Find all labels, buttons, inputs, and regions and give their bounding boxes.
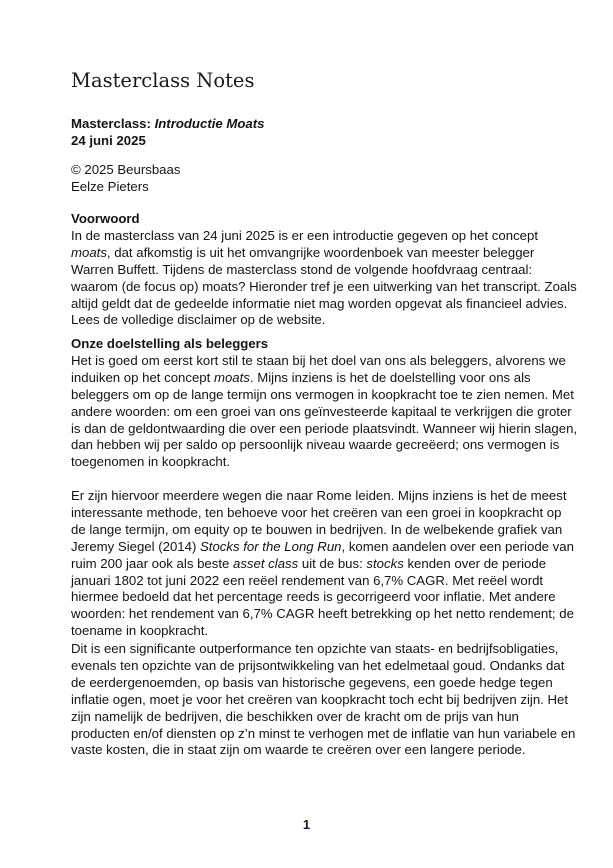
emphasis-stocks: stocks	[366, 555, 404, 571]
section-heading: Voorwoord	[71, 211, 140, 226]
paragraph-line: is dan de geldontwaarding die over een periode plaatsvindt. Wanneer wij hierin slagen,	[71, 420, 578, 436]
line-text: induiken op het concept	[71, 369, 214, 385]
page-number: 1	[302, 817, 311, 832]
credits	[71, 162, 180, 196]
paragraph-line: In de masterclass van 24 juni 2025 is er een introductie gegeven op het concept	[71, 227, 538, 243]
paragraph-line: toename in koopkracht.	[71, 623, 209, 639]
paragraph-line	[71, 539, 574, 556]
line-text: kenden over de periode	[403, 555, 547, 571]
paragraph-line	[71, 245, 577, 262]
author-name: Eelze Pieters	[71, 178, 149, 194]
subtitle-topic: Introductie Moats	[154, 116, 265, 131]
paragraph-line: zijn namelijk de bedrijven, die beschikken over de kracht om de prijs van hun	[71, 708, 519, 724]
paragraph-line: Lees de volledige disclaimer op de website.	[71, 312, 326, 328]
line-text: , komen aandelen over een periode van	[341, 538, 574, 554]
book-title: Stocks for the Long Run	[200, 538, 342, 554]
paragraph-line: toegenomen in koopkracht.	[71, 454, 231, 470]
emphasis-moats: moats	[71, 244, 107, 260]
subtitle-prefix: Masterclass:	[71, 116, 155, 131]
paragraph-line: evenals ten opzichte van de prijsontwikkeling van het edelmetaal goud. Ondanks dat	[71, 657, 565, 673]
paragraph-routes	[71, 488, 574, 640]
paragraph-line: dan hebben wij per saldo op persoonlijk niveau waarde gecreëerd; ons vermogen is	[71, 437, 560, 453]
paragraph-outperformance	[71, 641, 575, 759]
line-text: Jeremy Siegel (2014)	[71, 538, 201, 554]
paragraph-line: Dit is een significante outperformance ten opzichte van staats- en bedrijfsobligaties,	[71, 641, 559, 656]
paragraph-line: vaste kosten, die in staat zijn om waarde te creëren over een langere periode.	[71, 742, 526, 758]
emphasis-asset-class: asset class	[233, 555, 299, 571]
paragraph-line	[71, 556, 574, 573]
masterclass-header	[71, 116, 264, 150]
paragraph-line: hiermee bedoeld dat het percentage reeds is gecorrigeerd voor inflatie. Met andere	[71, 589, 556, 605]
line-text: uit de bus:	[298, 555, 367, 571]
line-text: ruim 200 jaar ook als beste	[71, 555, 233, 571]
paragraph-line: altijd geldt dat de gedeelde informatie niet mag worden opgevat als financieel advies.	[71, 295, 568, 311]
emphasis-moats: moats	[213, 369, 250, 385]
line-text: . Mijns inziens is het de doelstelling voor ons als	[249, 369, 531, 385]
paragraph-line: inflatie ogen, moet je voor het creëren van koopkracht toch echt bij bedrijven zijn. Het	[71, 691, 569, 707]
paragraph-line: beleggers om op de lange termijn ons vermogen in koopkracht toe te zien nemen. Met	[71, 386, 574, 402]
masterclass-date: 24 juni 2025	[71, 132, 146, 148]
section-doelstelling	[71, 336, 577, 471]
paragraph-line: Het is goed om eerst kort stil te staan bij het doel van ons als beleggers, alvorens we	[71, 352, 566, 368]
paragraph-line: interessante methode, ten behoeve voor het creëren van een groei in koopkracht op	[71, 504, 562, 520]
paragraph-line: de eerdergenoemden, op basis van historische gegevens, een goede hedge tegen	[71, 674, 553, 690]
paragraph-line	[71, 370, 577, 387]
document-title: Masterclass Notes	[71, 69, 255, 92]
masterclass-subtitle	[71, 116, 264, 133]
copyright-text: © 2025 Beursbaas	[71, 162, 181, 177]
paragraph-line: januari 1802 tot juni 2022 een reëel rendement van 6,7% CAGR. Met reëel wordt	[71, 572, 544, 588]
paragraph-line: Warren Buffett. Tijdens de masterclass stond de volgende hoofdvraag centraal:	[71, 261, 533, 277]
section-heading: Onze doelstelling als beleggers	[71, 336, 269, 351]
paragraph-line: de lange termijn, om equity op te bouwen in bedrijven. In de welbekende grafiek van	[71, 521, 563, 537]
paragraph-line: woorden: het rendement van 6,7% CAGR heeft betrekking op het netto rendement; de	[71, 606, 574, 622]
paragraph-line: Er zijn hiervoor meerdere wegen die naar Rome leiden. Mijns inziens is het de meest	[71, 488, 567, 503]
paragraph-line: waarom (de focus op) moats? Hieronder tref je een uitwerking van het transcript. Zoals	[71, 278, 577, 294]
paragraph-line: andere woorden: om een groei van ons geïnvesteerde kapitaal te verkrijgen die groter	[71, 403, 572, 419]
line-text: , dat afkomstig is uit het omvangrijke woordenboek van meester belegger	[106, 244, 535, 260]
paragraph-line: producten en/of diensten op z’n minst te verhogen met de inflatie van hun variabele en	[71, 725, 576, 741]
section-voorwoord	[71, 211, 577, 329]
